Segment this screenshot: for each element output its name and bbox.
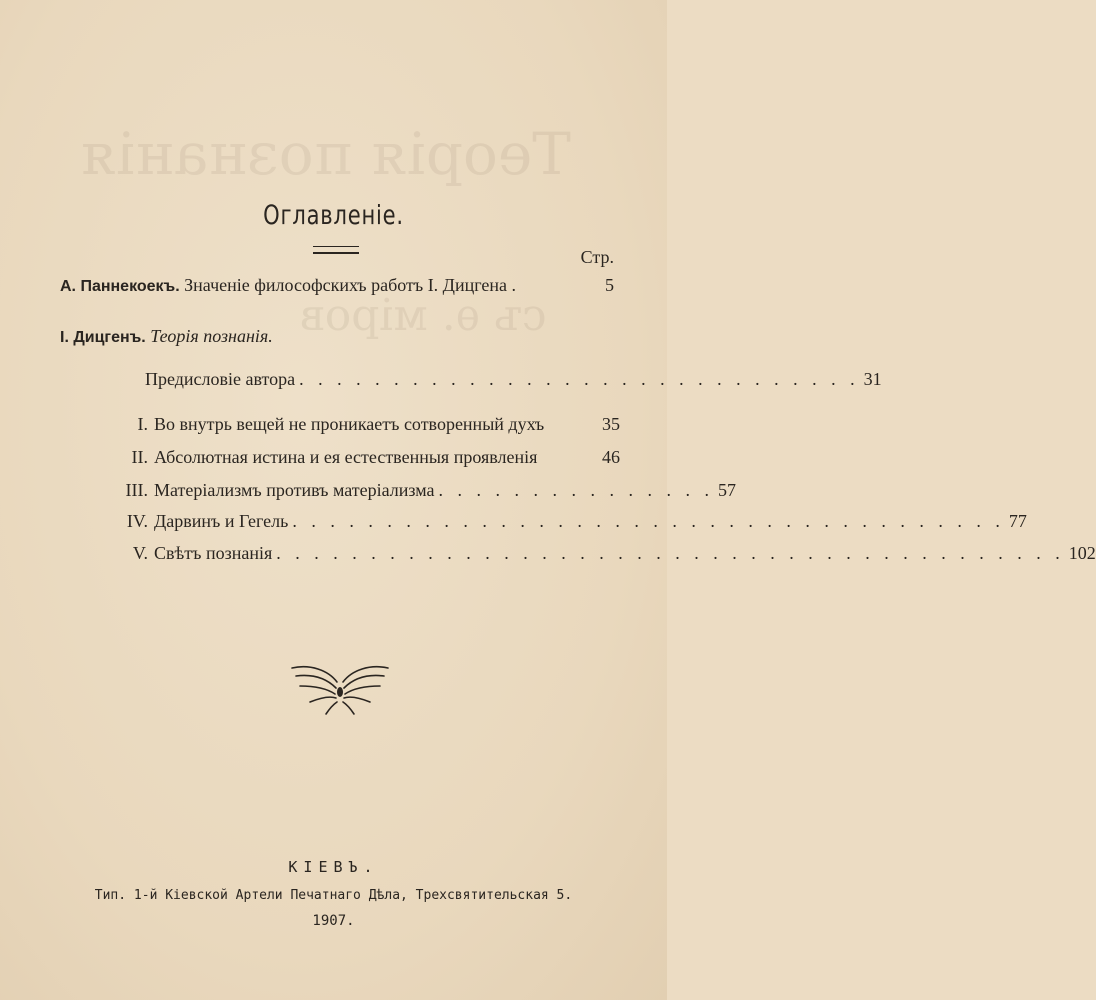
chapter-page-number: 35: [602, 414, 620, 434]
imprint-year: 1907.: [312, 913, 355, 929]
entry-title: Теорія познанія.: [150, 326, 273, 346]
entry-title: Значеніе философскихъ работъ І. Дицгена: [184, 275, 507, 295]
toc-chapter-row: [100, 447, 620, 475]
page-column-label: Стр.: [580, 247, 614, 267]
entry-page-number: 31: [863, 369, 882, 389]
chapter-title: Абсолютная истина и ея естественныя проявленія: [154, 447, 538, 467]
chapter-page-number: 46: [602, 447, 620, 467]
entry-page-number: 5: [605, 275, 614, 295]
chapter-page-number: 57: [717, 480, 736, 500]
leader-dots: . . . . . . . . . . . . . . .: [438, 480, 714, 500]
toc-entry-dietzgen: [60, 326, 273, 347]
entry-author: І. Дицгенъ.: [60, 329, 146, 346]
chapter-numeral: IV.: [126, 511, 148, 531]
chapter-numeral: III.: [125, 480, 148, 500]
entry-dot: .: [511, 275, 516, 295]
chapter-page-number: 77: [1008, 511, 1027, 531]
entry-author: А. Паннекоекъ.: [60, 278, 180, 295]
chapter-numeral: V.: [132, 543, 148, 563]
toc-chapter-row: [100, 480, 736, 508]
chapter-numeral: II.: [131, 447, 148, 467]
chapter-numeral: I.: [137, 414, 148, 434]
chapter-page-number: 102: [1068, 543, 1096, 563]
leader-dots: . . . . . . . . . . . . . . . . . . . . . . . . . . . . . .: [299, 369, 860, 389]
chapter-title: Матеріализмъ противъ матеріализма: [154, 480, 435, 500]
bleed-through-decoration: съ ѳ. міров: [300, 290, 547, 341]
leader-dots: . . . . . . . . . . . . . . . . . . . . . . . . . . . . . . . . . . . . . .: [292, 511, 1005, 531]
chapter-title: Дарвинъ и Гегель: [154, 511, 289, 531]
imprint-city: КІЕВЪ.: [288, 858, 379, 876]
toc-entry-pannekoek: [60, 275, 516, 296]
toc-chapter-row: [100, 543, 1096, 571]
bleed-through-decoration: Теорія познанія: [80, 120, 571, 188]
entry-title: Предисловіе автора: [145, 369, 296, 389]
fleuron-ornament: [290, 662, 390, 716]
chapter-title: Во внутрь вещей не проникаетъ сотворенный духъ: [154, 414, 545, 434]
imprint-press: Тип. 1-й Кіевской Артели Печатнаго Дѣла, Трехсвятительская 5.: [94, 888, 573, 903]
toc-chapter-row: [100, 414, 620, 442]
heading-divider: [313, 246, 359, 254]
leader-dots: . . . . . . . . . . . . . . . . . . . . . . . . . . . . . . . . . . . . . . . . . .: [276, 543, 1065, 563]
chapter-title: Свѣтъ познанія: [154, 543, 273, 563]
toc-entry-preface: [145, 369, 882, 397]
toc-chapter-row: [100, 511, 1027, 539]
page-heading: Оглавленіе.: [263, 200, 404, 231]
